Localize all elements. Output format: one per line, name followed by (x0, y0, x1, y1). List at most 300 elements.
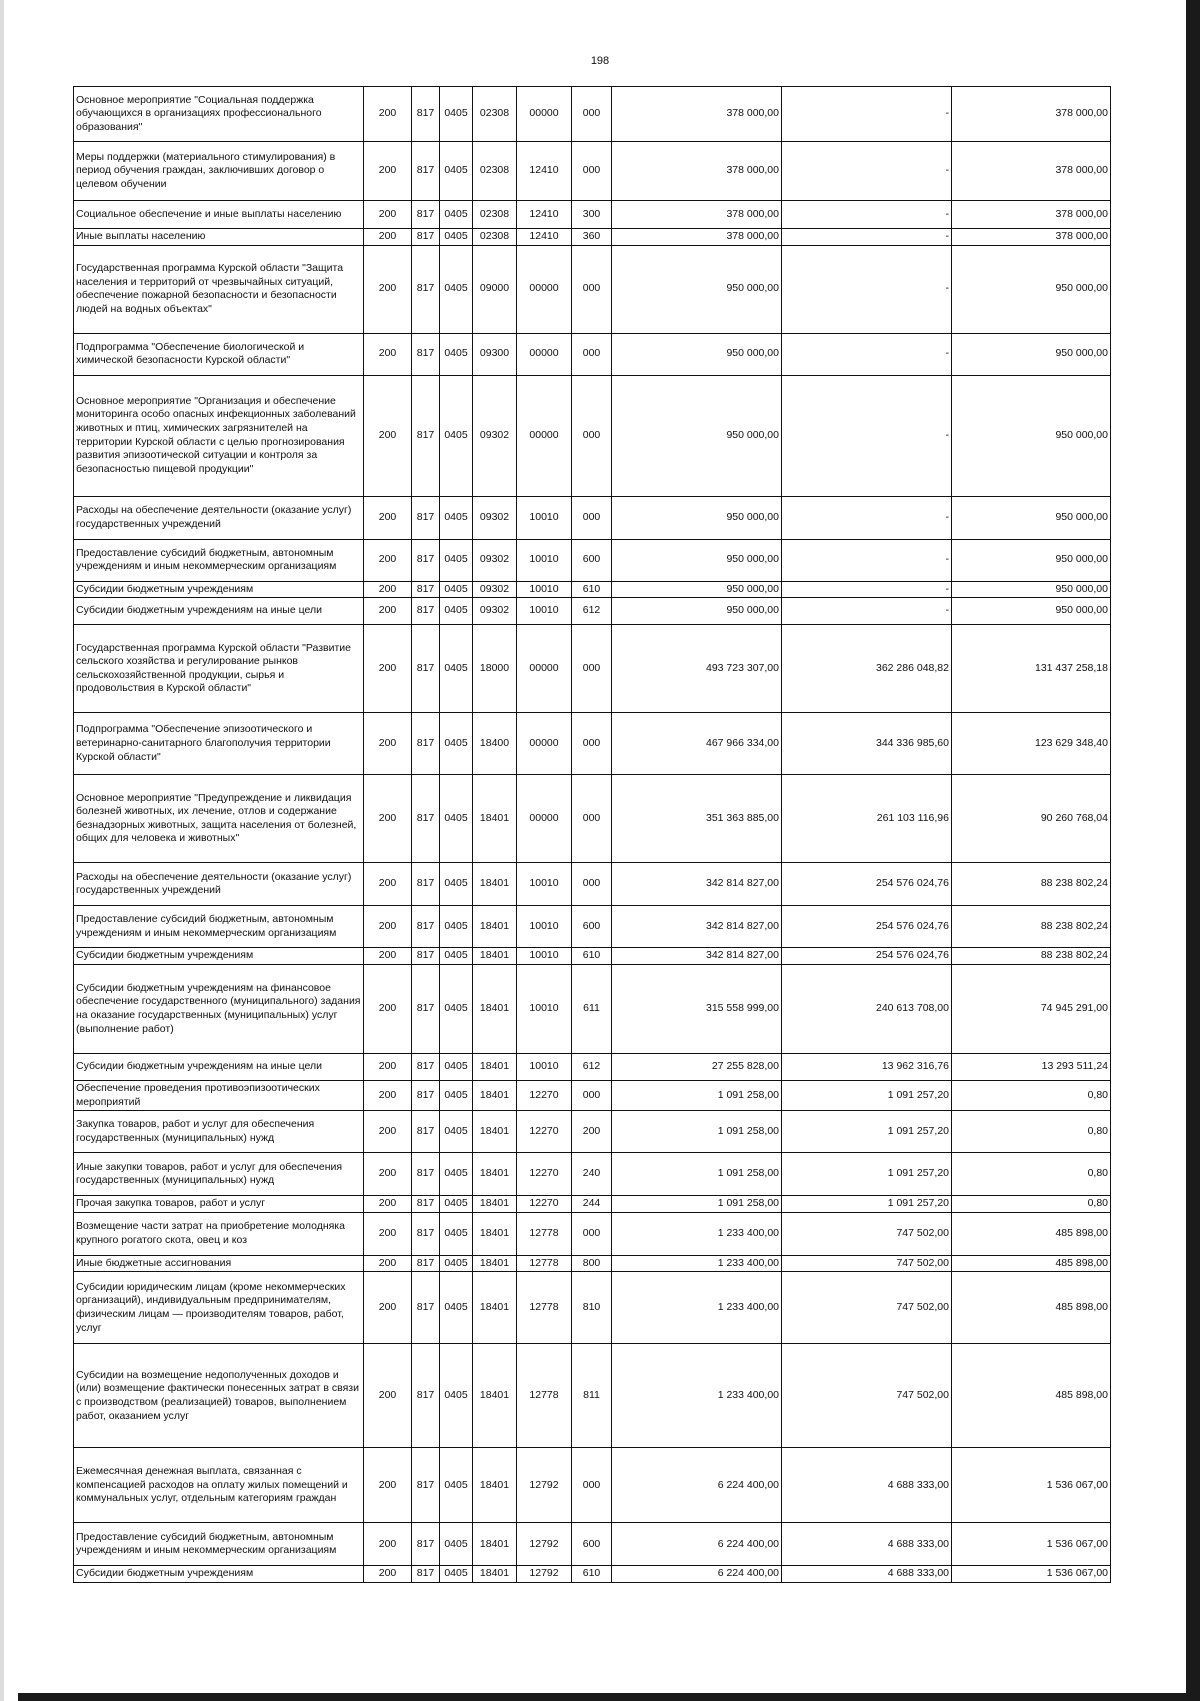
amount-remaining: 950 000,00 (952, 581, 1111, 598)
table-row (74, 375, 1111, 496)
code-cell: 817 (412, 496, 440, 539)
code-cell: 0405 (440, 229, 473, 246)
code-cell: 00000 (517, 333, 572, 375)
code-cell: 200 (364, 964, 412, 1053)
code-cell: 200 (364, 906, 412, 948)
row-name: Субсидии бюджетным учреждениям (74, 581, 364, 598)
code-cell: 200 (364, 1153, 412, 1196)
code-cell: 18401 (473, 1212, 517, 1255)
amount-planned: 378 000,00 (612, 229, 782, 246)
code-cell: 18401 (473, 1255, 517, 1272)
amount-planned: 351 363 885,00 (612, 775, 782, 863)
row-name: Основное мероприятие "Социальная поддержка обучающихся в организациях профессионального образования" (74, 87, 364, 142)
code-cell: 817 (412, 375, 440, 496)
code-cell: 02308 (473, 201, 517, 229)
code-cell: 817 (412, 1272, 440, 1344)
amount-planned: 1 091 258,00 (612, 1080, 782, 1110)
code-cell: 0405 (440, 1255, 473, 1272)
amount-remaining: 0,80 (952, 1153, 1111, 1196)
code-cell: 817 (412, 87, 440, 142)
table-row (74, 1111, 1111, 1153)
code-cell: 18401 (473, 948, 517, 965)
code-cell: 10010 (517, 539, 572, 581)
code-cell: 200 (364, 598, 412, 625)
code-cell: 817 (412, 1448, 440, 1523)
code-cell: 10010 (517, 863, 572, 906)
amount-executed: 1 091 257,20 (782, 1153, 952, 1196)
code-cell: 817 (412, 775, 440, 863)
code-cell: 600 (572, 906, 612, 948)
row-name: Предоставление субсидий бюджетным, автономным учреждениям и иным некоммерческим организациям (74, 539, 364, 581)
scan-border-bottom (18, 1693, 1186, 1701)
code-cell: 09302 (473, 496, 517, 539)
row-name: Подпрограмма "Обеспечение биологической и химической безопасности Курской области" (74, 333, 364, 375)
code-cell: 12778 (517, 1272, 572, 1344)
code-cell: 0405 (440, 863, 473, 906)
code-cell: 817 (412, 1344, 440, 1448)
amount-executed: - (782, 539, 952, 581)
amount-executed: 1 091 257,20 (782, 1196, 952, 1213)
amount-remaining: 485 898,00 (952, 1212, 1111, 1255)
code-cell: 0405 (440, 1111, 473, 1153)
code-cell: 0405 (440, 948, 473, 965)
amount-planned: 950 000,00 (612, 581, 782, 598)
amount-executed: 254 576 024,76 (782, 948, 952, 965)
code-cell: 610 (572, 1566, 612, 1583)
code-cell: 817 (412, 713, 440, 775)
amount-executed: 261 103 116,96 (782, 775, 952, 863)
row-name: Основное мероприятие "Организация и обеспечение мониторинга особо опасных инфекционных заболеваний животных и птиц, химических загрязнителей на территории Курской области с целью прогнозирования развития эпизоотической ситуации и контроля за безопасностью пищевой продукции" (74, 375, 364, 496)
code-cell: 10010 (517, 1053, 572, 1080)
amount-remaining: 74 945 291,00 (952, 964, 1111, 1053)
row-name: Основное мероприятие "Предупреждение и ликвидация болезней животных, их лечение, отлов и содержание безнадзорных животных, защита населения от болезней, общих для человека и животных" (74, 775, 364, 863)
code-cell: 0405 (440, 142, 473, 201)
table-row (74, 87, 1111, 142)
row-name: Предоставление субсидий бюджетным, автономным учреждениям и иным некоммерческим организациям (74, 1523, 364, 1566)
code-cell: 0405 (440, 964, 473, 1053)
amount-planned: 342 814 827,00 (612, 863, 782, 906)
code-cell: 10010 (517, 948, 572, 965)
table-row (74, 1523, 1111, 1566)
code-cell: 0405 (440, 201, 473, 229)
code-cell: 200 (364, 539, 412, 581)
amount-executed: 4 688 333,00 (782, 1448, 952, 1523)
code-cell: 18401 (473, 1053, 517, 1080)
code-cell: 244 (572, 1196, 612, 1213)
code-cell: 200 (364, 87, 412, 142)
amount-executed: 362 286 048,82 (782, 625, 952, 713)
amount-planned: 378 000,00 (612, 201, 782, 229)
code-cell: 817 (412, 201, 440, 229)
table-row (74, 333, 1111, 375)
code-cell: 200 (364, 1566, 412, 1583)
code-cell: 12270 (517, 1153, 572, 1196)
code-cell: 0405 (440, 1153, 473, 1196)
row-name: Расходы на обеспечение деятельности (оказание услуг) государственных учреждений (74, 863, 364, 906)
code-cell: 200 (364, 229, 412, 246)
code-cell: 0405 (440, 1448, 473, 1523)
code-cell: 18000 (473, 625, 517, 713)
code-cell: 10010 (517, 598, 572, 625)
code-cell: 09302 (473, 598, 517, 625)
code-cell: 610 (572, 948, 612, 965)
budget-table (73, 86, 1111, 1583)
code-cell: 12778 (517, 1344, 572, 1448)
code-cell: 817 (412, 1566, 440, 1583)
amount-executed: - (782, 598, 952, 625)
code-cell: 10010 (517, 496, 572, 539)
code-cell: 817 (412, 598, 440, 625)
code-cell: 18401 (473, 1272, 517, 1344)
amount-planned: 27 255 828,00 (612, 1053, 782, 1080)
code-cell: 817 (412, 906, 440, 948)
code-cell: 0405 (440, 1053, 473, 1080)
page-edge-left (0, 0, 4, 1701)
code-cell: 00000 (517, 87, 572, 142)
row-name: Субсидии бюджетным учреждениям на иные цели (74, 1053, 364, 1080)
code-cell: 12778 (517, 1212, 572, 1255)
amount-executed: - (782, 496, 952, 539)
code-cell: 12270 (517, 1111, 572, 1153)
code-cell: 00000 (517, 375, 572, 496)
row-name: Расходы на обеспечение деятельности (оказание услуг) государственных учреждений (74, 496, 364, 539)
amount-remaining: 131 437 258,18 (952, 625, 1111, 713)
code-cell: 12270 (517, 1080, 572, 1110)
code-cell: 612 (572, 1053, 612, 1080)
amount-planned: 1 233 400,00 (612, 1255, 782, 1272)
code-cell: 817 (412, 581, 440, 598)
table-row (74, 713, 1111, 775)
amount-executed: 13 962 316,76 (782, 1053, 952, 1080)
code-cell: 0405 (440, 245, 473, 333)
code-cell: 817 (412, 1523, 440, 1566)
code-cell: 000 (572, 863, 612, 906)
table-row (74, 1212, 1111, 1255)
code-cell: 0405 (440, 333, 473, 375)
amount-executed: 747 502,00 (782, 1344, 952, 1448)
table-row (74, 948, 1111, 965)
code-cell: 12410 (517, 229, 572, 246)
row-name: Предоставление субсидий бюджетным, автономным учреждениям и иным некоммерческим организациям (74, 906, 364, 948)
code-cell: 200 (364, 1272, 412, 1344)
amount-executed: 747 502,00 (782, 1212, 952, 1255)
amount-remaining: 950 000,00 (952, 333, 1111, 375)
amount-planned: 6 224 400,00 (612, 1448, 782, 1523)
code-cell: 18401 (473, 1196, 517, 1213)
table-row (74, 539, 1111, 581)
code-cell: 0405 (440, 539, 473, 581)
code-cell: 00000 (517, 245, 572, 333)
amount-remaining: 1 536 067,00 (952, 1523, 1111, 1566)
code-cell: 12792 (517, 1566, 572, 1583)
amount-executed: - (782, 333, 952, 375)
row-name: Ежемесячная денежная выплата, связанная с компенсацией расходов на оплату жилых помещений и коммунальных услуг, отдельным категориям граждан (74, 1448, 364, 1523)
table-row (74, 906, 1111, 948)
code-cell: 200 (364, 775, 412, 863)
amount-planned: 950 000,00 (612, 496, 782, 539)
code-cell: 240 (572, 1153, 612, 1196)
table-row (74, 1448, 1111, 1523)
table-row (74, 598, 1111, 625)
amount-planned: 1 233 400,00 (612, 1344, 782, 1448)
amount-remaining: 950 000,00 (952, 245, 1111, 333)
code-cell: 360 (572, 229, 612, 246)
row-name: Субсидии бюджетным учреждениям на финансовое обеспечение государственного (муниципального) задания на оказание государственных (муниципальных) услуг (выполнение работ) (74, 964, 364, 1053)
amount-remaining: 485 898,00 (952, 1255, 1111, 1272)
code-cell: 200 (364, 245, 412, 333)
code-cell: 000 (572, 496, 612, 539)
code-cell: 0405 (440, 906, 473, 948)
row-name: Возмещение части затрат на приобретение молодняка крупного рогатого скота, овец и коз (74, 1212, 364, 1255)
amount-remaining: 950 000,00 (952, 598, 1111, 625)
code-cell: 200 (364, 201, 412, 229)
budget-table-body (74, 87, 1111, 1583)
code-cell: 817 (412, 625, 440, 713)
code-cell: 18401 (473, 775, 517, 863)
code-cell: 200 (364, 1212, 412, 1255)
code-cell: 200 (364, 1255, 412, 1272)
amount-remaining: 90 260 768,04 (952, 775, 1111, 863)
code-cell: 817 (412, 1153, 440, 1196)
amount-remaining: 378 000,00 (952, 87, 1111, 142)
code-cell: 12792 (517, 1448, 572, 1523)
code-cell: 817 (412, 1255, 440, 1272)
code-cell: 611 (572, 964, 612, 1053)
row-name: Обеспечение проведения противоэпизоотических мероприятий (74, 1080, 364, 1110)
code-cell: 817 (412, 539, 440, 581)
row-name: Закупка товаров, работ и услуг для обеспечения государственных (муниципальных) нужд (74, 1111, 364, 1153)
amount-planned: 315 558 999,00 (612, 964, 782, 1053)
code-cell: 810 (572, 1272, 612, 1344)
row-name: Подпрограмма "Обеспечение эпизоотического и ветеринарно-санитарного благополучия территории Курской области" (74, 713, 364, 775)
code-cell: 200 (364, 1448, 412, 1523)
code-cell: 817 (412, 229, 440, 246)
code-cell: 00000 (517, 775, 572, 863)
code-cell: 09000 (473, 245, 517, 333)
code-cell: 817 (412, 1212, 440, 1255)
row-name: Государственная программа Курской области "Развитие сельского хозяйства и регулирование рынков сельскохозяйственной продукции, сырья и продовольствия в Курской области" (74, 625, 364, 713)
code-cell: 000 (572, 245, 612, 333)
amount-executed: 254 576 024,76 (782, 863, 952, 906)
code-cell: 000 (572, 1448, 612, 1523)
table-row (74, 1255, 1111, 1272)
table-row (74, 1196, 1111, 1213)
code-cell: 200 (364, 1053, 412, 1080)
code-cell: 18401 (473, 1344, 517, 1448)
code-cell: 18401 (473, 1111, 517, 1153)
amount-remaining: 950 000,00 (952, 539, 1111, 581)
amount-remaining: 0,80 (952, 1111, 1111, 1153)
table-row (74, 1566, 1111, 1583)
code-cell: 0405 (440, 775, 473, 863)
code-cell: 200 (364, 948, 412, 965)
amount-planned: 342 814 827,00 (612, 948, 782, 965)
code-cell: 000 (572, 625, 612, 713)
code-cell: 0405 (440, 1344, 473, 1448)
table-row (74, 863, 1111, 906)
amount-remaining: 1 536 067,00 (952, 1448, 1111, 1523)
code-cell: 200 (364, 1523, 412, 1566)
code-cell: 200 (364, 625, 412, 713)
amount-remaining: 0,80 (952, 1080, 1111, 1110)
code-cell: 0405 (440, 87, 473, 142)
code-cell: 0405 (440, 1212, 473, 1255)
amount-remaining: 485 898,00 (952, 1344, 1111, 1448)
amount-remaining: 13 293 511,24 (952, 1053, 1111, 1080)
table-row (74, 1153, 1111, 1196)
row-name: Иные закупки товаров, работ и услуг для обеспечения государственных (муниципальных) нужд (74, 1153, 364, 1196)
code-cell: 610 (572, 581, 612, 598)
code-cell: 817 (412, 948, 440, 965)
amount-planned: 1 091 258,00 (612, 1196, 782, 1213)
code-cell: 18400 (473, 713, 517, 775)
code-cell: 09300 (473, 333, 517, 375)
amount-executed: 240 613 708,00 (782, 964, 952, 1053)
table-row (74, 625, 1111, 713)
amount-planned: 1 233 400,00 (612, 1272, 782, 1344)
table-row (74, 142, 1111, 201)
amount-executed: - (782, 581, 952, 598)
code-cell: 200 (364, 333, 412, 375)
code-cell: 18401 (473, 1080, 517, 1110)
amount-executed: - (782, 142, 952, 201)
row-name: Субсидии бюджетным учреждениям (74, 1566, 364, 1583)
amount-planned: 493 723 307,00 (612, 625, 782, 713)
amount-planned: 950 000,00 (612, 375, 782, 496)
amount-executed: 1 091 257,20 (782, 1080, 952, 1110)
row-name: Меры поддержки (материального стимулирования) в период обучения граждан, заключивших договор о целевом обучении (74, 142, 364, 201)
code-cell: 0405 (440, 1272, 473, 1344)
code-cell: 02308 (473, 229, 517, 246)
table-row (74, 245, 1111, 333)
code-cell: 0405 (440, 598, 473, 625)
code-cell: 18401 (473, 1523, 517, 1566)
code-cell: 200 (364, 375, 412, 496)
code-cell: 00000 (517, 625, 572, 713)
code-cell: 10010 (517, 964, 572, 1053)
code-cell: 18401 (473, 906, 517, 948)
amount-planned: 378 000,00 (612, 87, 782, 142)
amount-planned: 950 000,00 (612, 598, 782, 625)
table-row (74, 201, 1111, 229)
amount-executed: - (782, 375, 952, 496)
code-cell: 02308 (473, 87, 517, 142)
code-cell: 612 (572, 598, 612, 625)
code-cell: 000 (572, 142, 612, 201)
row-name: Субсидии юридическим лицам (кроме некоммерческих организаций), индивидуальным предпринимателям, физическим лицам — производителям товаров, работ, услуг (74, 1272, 364, 1344)
code-cell: 0405 (440, 625, 473, 713)
page-number: 198 (590, 55, 610, 67)
amount-planned: 1 091 258,00 (612, 1111, 782, 1153)
amount-remaining: 950 000,00 (952, 496, 1111, 539)
amount-planned: 950 000,00 (612, 245, 782, 333)
code-cell: 18401 (473, 964, 517, 1053)
code-cell: 00000 (517, 713, 572, 775)
code-cell: 18401 (473, 1448, 517, 1523)
code-cell: 18401 (473, 863, 517, 906)
amount-executed: 4 688 333,00 (782, 1523, 952, 1566)
table-row (74, 1080, 1111, 1110)
code-cell: 09302 (473, 375, 517, 496)
row-name: Иные бюджетные ассигнования (74, 1255, 364, 1272)
code-cell: 817 (412, 1196, 440, 1213)
code-cell: 200 (364, 1196, 412, 1213)
amount-planned: 342 814 827,00 (612, 906, 782, 948)
amount-executed: 1 091 257,20 (782, 1111, 952, 1153)
code-cell: 000 (572, 333, 612, 375)
code-cell: 0405 (440, 1196, 473, 1213)
amount-remaining: 1 536 067,00 (952, 1566, 1111, 1583)
amount-remaining: 485 898,00 (952, 1272, 1111, 1344)
code-cell: 817 (412, 964, 440, 1053)
code-cell: 000 (572, 775, 612, 863)
row-name: Прочая закупка товаров, работ и услуг (74, 1196, 364, 1213)
code-cell: 200 (364, 1111, 412, 1153)
code-cell: 12410 (517, 201, 572, 229)
code-cell: 000 (572, 87, 612, 142)
code-cell: 0405 (440, 1080, 473, 1110)
amount-executed: 344 336 985,60 (782, 713, 952, 775)
code-cell: 000 (572, 1080, 612, 1110)
amount-executed: - (782, 87, 952, 142)
code-cell: 18401 (473, 1566, 517, 1583)
code-cell: 200 (364, 713, 412, 775)
table-row (74, 964, 1111, 1053)
code-cell: 200 (364, 142, 412, 201)
code-cell: 0405 (440, 375, 473, 496)
code-cell: 0405 (440, 1523, 473, 1566)
amount-remaining: 378 000,00 (952, 201, 1111, 229)
code-cell: 12792 (517, 1523, 572, 1566)
amount-remaining: 88 238 802,24 (952, 906, 1111, 948)
amount-remaining: 378 000,00 (952, 229, 1111, 246)
amount-planned: 1 091 258,00 (612, 1153, 782, 1196)
table-row (74, 1272, 1111, 1344)
amount-planned: 950 000,00 (612, 333, 782, 375)
code-cell: 18401 (473, 1153, 517, 1196)
code-cell: 12270 (517, 1196, 572, 1213)
table-row (74, 581, 1111, 598)
amount-remaining: 950 000,00 (952, 375, 1111, 496)
table-row (74, 775, 1111, 863)
code-cell: 200 (364, 581, 412, 598)
amount-executed: - (782, 229, 952, 246)
code-cell: 0405 (440, 496, 473, 539)
code-cell: 200 (364, 496, 412, 539)
code-cell: 12778 (517, 1255, 572, 1272)
code-cell: 200 (572, 1111, 612, 1153)
table-row (74, 496, 1111, 539)
row-name: Субсидии бюджетным учреждениям на иные цели (74, 598, 364, 625)
code-cell: 817 (412, 1111, 440, 1153)
code-cell: 000 (572, 375, 612, 496)
code-cell: 817 (412, 1053, 440, 1080)
amount-remaining: 88 238 802,24 (952, 948, 1111, 965)
row-name: Субсидии на возмещение недополученных доходов и (или) возмещение фактически понесенных затрат в связи с производством (реализацией) товаров, выполнением работ, оказанием услуг (74, 1344, 364, 1448)
code-cell: 600 (572, 1523, 612, 1566)
amount-executed: 4 688 333,00 (782, 1566, 952, 1583)
row-name: Иные выплаты населению (74, 229, 364, 246)
amount-planned: 6 224 400,00 (612, 1523, 782, 1566)
code-cell: 800 (572, 1255, 612, 1272)
code-cell: 10010 (517, 581, 572, 598)
amount-remaining: 88 238 802,24 (952, 863, 1111, 906)
code-cell: 300 (572, 201, 612, 229)
amount-planned: 6 224 400,00 (612, 1566, 782, 1583)
code-cell: 817 (412, 142, 440, 201)
amount-planned: 378 000,00 (612, 142, 782, 201)
code-cell: 09302 (473, 581, 517, 598)
